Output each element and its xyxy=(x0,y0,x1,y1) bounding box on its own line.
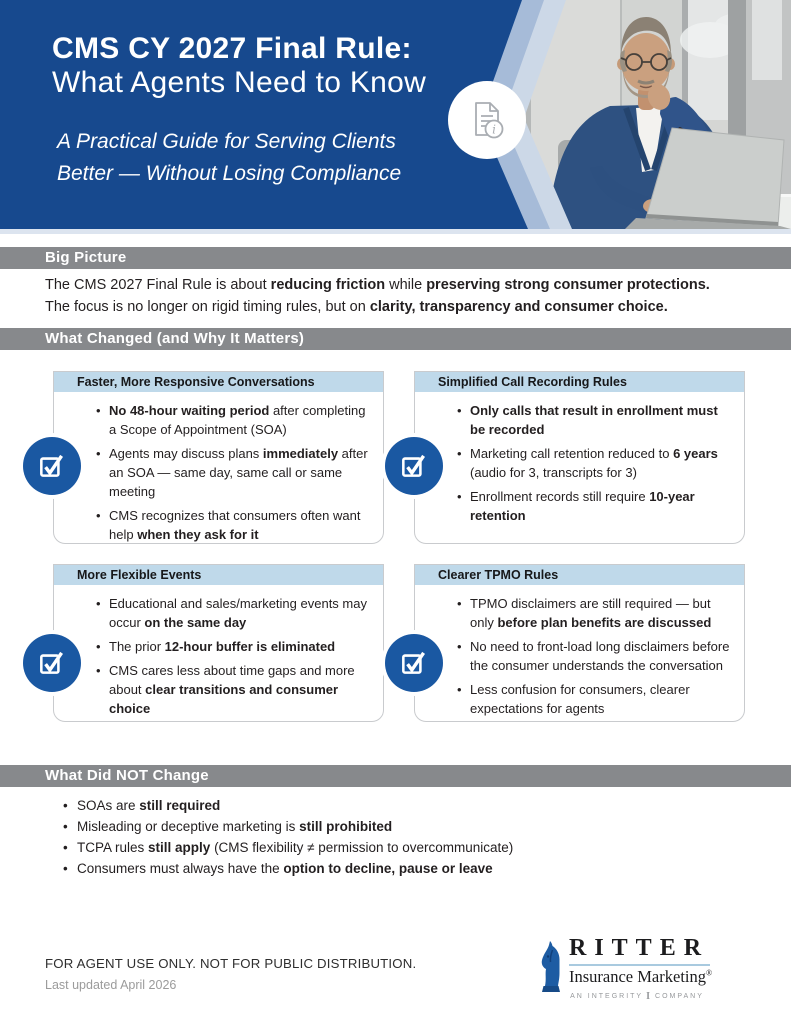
logo-rule xyxy=(569,964,710,966)
bullet-item: • The prior 12-hour buffer is eliminated xyxy=(109,637,375,656)
card-flexible-events xyxy=(53,564,384,722)
card-title: Faster, More Responsive Conversations xyxy=(54,372,383,392)
integrity-tagline-left: AN INTEGRITY xyxy=(570,993,644,1000)
big-picture-paragraph xyxy=(45,274,775,318)
card-bullet-list xyxy=(415,585,744,718)
card-bullet-list xyxy=(415,392,744,525)
header-divider xyxy=(0,229,791,234)
card-faster-conversations xyxy=(53,371,384,544)
bullet-item: • Marketing call retention reduced to 6 years (audio for 3, transcripts for 3) xyxy=(470,444,736,482)
document-info-badge xyxy=(448,81,526,159)
bullet-item: • CMS cares less about time gaps and more about clear transitions and consumer choice xyxy=(109,661,375,718)
logo-wordmark: RITTER xyxy=(569,935,710,961)
footer-last-updated: Last updated April 2026 xyxy=(45,978,177,992)
section-band-not-change: What Did NOT Change xyxy=(0,765,791,787)
section-band-what-changed: What Changed (and Why It Matters) xyxy=(0,328,791,350)
check-badge xyxy=(23,437,81,495)
card-tpmo-rules xyxy=(414,564,745,722)
check-badge xyxy=(385,437,443,495)
logo-subtext-label: Insurance Marketing xyxy=(569,967,706,986)
header-banner xyxy=(0,0,791,229)
bullet-item: • Misleading or deceptive marketing is still prohibited xyxy=(63,816,753,837)
page-subtitle-line2: Better — Without Losing Compliance xyxy=(57,162,402,185)
logo-subtext xyxy=(569,967,712,987)
bullet-item: • Less confusion for consumers, clearer expectations for agents xyxy=(470,680,736,718)
checkbox-check-icon xyxy=(398,647,430,679)
bullet-item: • CMS recognizes that consumers often want help when they ask for it xyxy=(109,506,375,544)
page-subtitle-line1: A Practical Guide for Serving Clients xyxy=(57,130,396,153)
bullet-item: • SOAs are still required xyxy=(63,795,753,816)
checkbox-check-icon xyxy=(36,647,68,679)
knight-chess-piece-icon xyxy=(538,940,564,992)
integrity-tagline xyxy=(562,990,712,1001)
integrity-tagline-right: COMPANY xyxy=(655,993,704,1000)
not-change-list xyxy=(63,795,753,879)
bullet-item: • TPMO disclaimers are still required — but only before plan benefits are discussed xyxy=(470,594,736,632)
check-badge xyxy=(23,634,81,692)
bullet-item: • No need to front-load long disclaimers before the consumer understands the conversation xyxy=(470,637,736,675)
bullet-item: • Educational and sales/marketing events may occur on the same day xyxy=(109,594,375,632)
big-picture-line2: The focus is no longer on rigid timing rules, but on clarity, transparency and consumer choice. xyxy=(45,299,668,315)
document-info-icon xyxy=(464,97,510,143)
checkbox-check-icon xyxy=(36,450,68,482)
bullet-item: • Enrollment records still require 10-year retention xyxy=(470,487,736,525)
svg-text:i: i xyxy=(492,122,496,137)
registered-trademark-icon: ® xyxy=(706,968,713,978)
checkbox-check-icon xyxy=(398,450,430,482)
card-title: Clearer TPMO Rules xyxy=(415,565,744,585)
page-subtitle xyxy=(57,126,401,190)
card-bullet-list xyxy=(54,585,383,718)
card-title: Simplified Call Recording Rules xyxy=(415,372,744,392)
page-title-line1: CMS CY 2027 Final Rule: xyxy=(52,32,412,65)
card-title: More Flexible Events xyxy=(54,565,383,585)
bullet-item: • Agents may discuss plans immediately after an SOA — same day, same call or same meeting xyxy=(109,444,375,501)
check-badge xyxy=(385,634,443,692)
bullet-item: • Only calls that result in enrollment must be recorded xyxy=(470,401,736,439)
big-picture-line1: The CMS 2027 Final Rule is about reducing friction while preserving strong consumer protections. xyxy=(45,277,710,293)
page-title-line2: What Agents Need to Know xyxy=(52,66,427,99)
bullet-item: • Consumers must always have the option to decline, pause or leave xyxy=(63,858,753,879)
ritter-logo xyxy=(538,937,714,1001)
bullet-item: • No 48-hour waiting period after completing a Scope of Appointment (SOA) xyxy=(109,401,375,439)
card-call-recording xyxy=(414,371,745,544)
i-beam-icon: I xyxy=(646,991,653,1002)
section-band-big-picture: Big Picture xyxy=(0,247,791,269)
footer-disclaimer: FOR AGENT USE ONLY. NOT FOR PUBLIC DISTRIBUTION. xyxy=(45,956,417,971)
card-bullet-list xyxy=(54,392,383,544)
bullet-item: • TCPA rules still apply (CMS flexibility ≠ permission to overcommunicate) xyxy=(63,837,753,858)
